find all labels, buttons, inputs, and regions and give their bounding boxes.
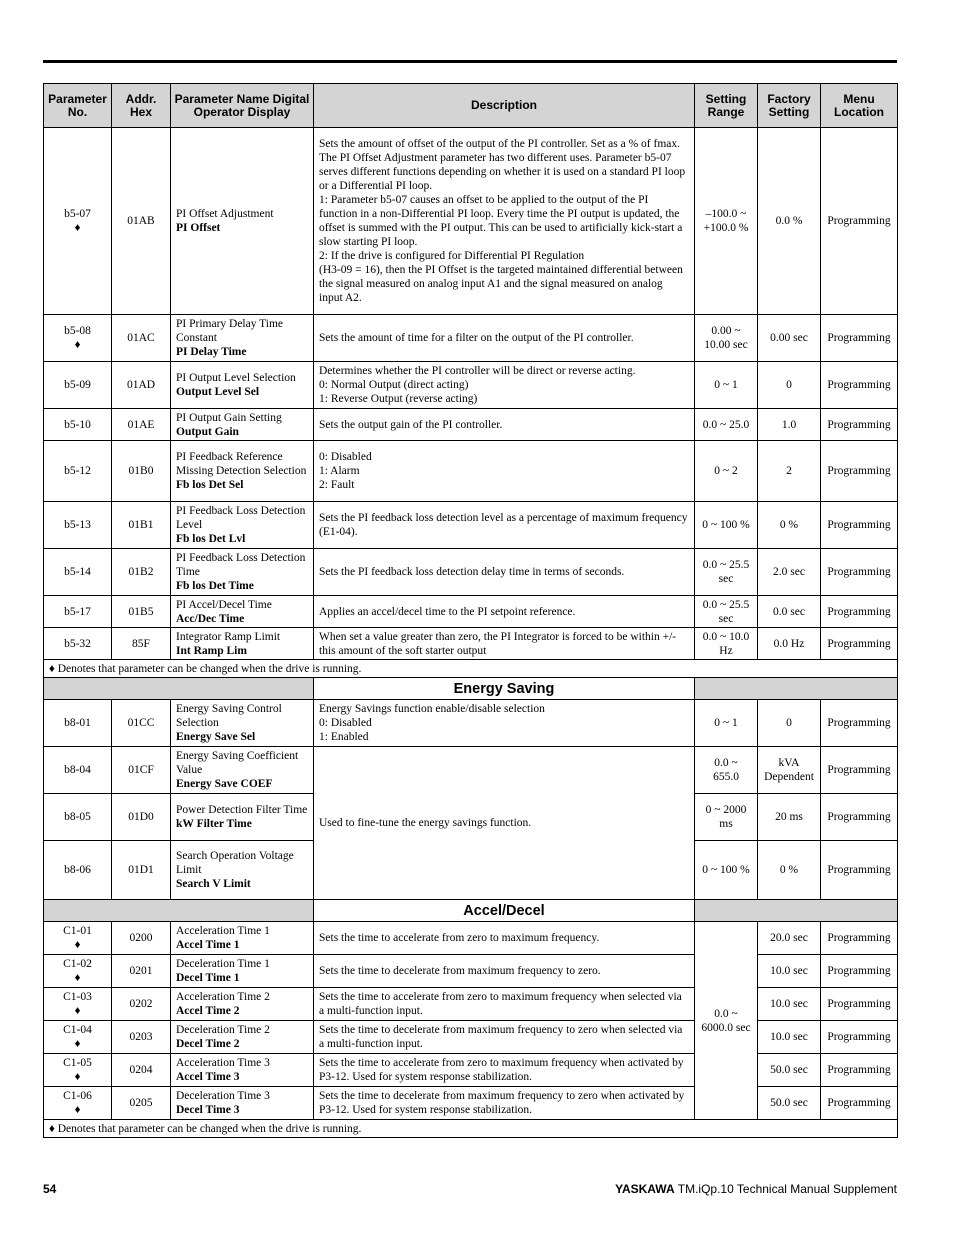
param-name: PI Feedback Reference Missing Detection Selection (176, 451, 307, 477)
display-name: Fb los Det Lvl (176, 533, 246, 545)
addr-cell: 01AC (112, 315, 171, 362)
section-header-row (44, 900, 898, 922)
table-row (44, 549, 898, 596)
factory-cell: 10.0 sec (758, 988, 821, 1021)
factory-cell: 20.0 sec (758, 922, 821, 955)
display-name: Fb los Det Time (176, 580, 254, 592)
display-name: Energy Save Sel (176, 731, 256, 743)
factory-cell: 2 (758, 441, 821, 502)
param-name: Integrator Ramp Limit (176, 630, 281, 643)
param-no-cell: b5-12 (44, 441, 112, 502)
name-cell (171, 1021, 314, 1054)
param-name: Energy Saving Control Selection (176, 703, 282, 729)
factory-cell: 1.0 (758, 409, 821, 441)
header-addr: Addr. Hex (112, 84, 171, 128)
section-shade-right (695, 900, 898, 922)
factory-cell: 2.0 sec (758, 549, 821, 596)
param-name: PI Primary Delay Time Constant (176, 318, 284, 344)
table-row (44, 1054, 898, 1087)
param-no-cell (44, 988, 112, 1021)
menu-cell: Programming (821, 409, 898, 441)
display-name: Output Gain (176, 425, 239, 438)
description-line: Sets the output gain of the PI controller. (319, 418, 503, 431)
top-rule (43, 60, 897, 63)
addr-cell: 01D1 (112, 841, 171, 900)
description-cell (314, 362, 695, 409)
description-cell (314, 441, 695, 502)
range-cell: 0 ~ 2000 ms (695, 794, 758, 841)
param-name: Deceleration Time 1 (176, 958, 270, 970)
factory-cell: 0.0 % (758, 128, 821, 315)
param-no-cell: b8-04 (44, 747, 112, 794)
menu-cell: Programming (821, 315, 898, 362)
addr-cell: 0200 (112, 922, 171, 955)
description-line: Sets the amount of time for a filter on the output of the PI controller. (319, 332, 634, 344)
note-row (44, 660, 898, 678)
description-cell: Sets the time to decelerate from maximum frequency to zero. (314, 955, 695, 988)
header-menu: Menu Location (821, 84, 898, 128)
footer-manual-title (615, 1182, 897, 1196)
run-indicator-icon: ♦ (74, 1038, 81, 1050)
run-indicator-icon: ♦ (74, 1104, 81, 1116)
range-cell: 0 ~ 1 (695, 362, 758, 409)
header-factory: Factory Setting (758, 84, 821, 128)
description-line: 0: Normal Output (direct acting) (319, 379, 469, 391)
page-number: 54 (43, 1182, 57, 1196)
description-cell (314, 409, 695, 441)
table-row (44, 700, 898, 747)
menu-cell: Programming (821, 441, 898, 502)
menu-cell: Programming (821, 128, 898, 315)
display-name: Energy Save COEF (176, 778, 273, 790)
description-line: 1: Parameter b5-07 causes an offset to be applied to the output of the PI function in a non-Differential PI loop. Every time the PI output is updated, the offset is summed with the PI output. This can be used to artificially kick-start a slow starting PI loop. (319, 194, 683, 248)
range-cell: 0.0 ~ 655.0 (695, 747, 758, 794)
param-name: Deceleration Time 3 (176, 1090, 270, 1102)
factory-cell: 0 (758, 700, 821, 747)
description-line: When set a value greater than zero, the PI Integrator is forced to be within +/- this amount of the soft starter output (319, 630, 677, 657)
description-line: 1: Enabled (319, 731, 369, 743)
name-cell (171, 628, 314, 660)
addr-cell: 01AB (112, 128, 171, 315)
param-name: Deceleration Time 2 (176, 1024, 270, 1036)
name-cell (171, 502, 314, 549)
factory-cell: 0.0 sec (758, 596, 821, 628)
display-name: Accel Time 1 (176, 939, 240, 951)
description-cell (314, 596, 695, 628)
table-row (44, 922, 898, 955)
range-cell: 0.00 ~ 10.00 sec (695, 315, 758, 362)
range-cell: 0.0 ~ 25.5 sec (695, 596, 758, 628)
menu-cell: Programming (821, 700, 898, 747)
name-cell (171, 441, 314, 502)
description-cell: Sets the time to accelerate from zero to maximum frequency when selected via a multi-function input. (314, 988, 695, 1021)
parameter-table (43, 83, 898, 1138)
running-change-note: ♦ Denotes that parameter can be changed when the drive is running. (44, 660, 898, 678)
factory-cell: 0.0 Hz (758, 628, 821, 660)
run-indicator-icon: ♦ (74, 222, 81, 234)
range-cell: 0.0 ~ 25.0 (695, 409, 758, 441)
description-cell (314, 502, 695, 549)
description-line: Sets the PI feedback loss detection delay time in terms of seconds. (319, 566, 625, 578)
display-name: Decel Time 3 (176, 1104, 240, 1116)
addr-cell: 85F (112, 628, 171, 660)
factory-cell: 50.0 sec (758, 1087, 821, 1120)
name-cell (171, 841, 314, 900)
param-no: C1-01 (63, 925, 92, 937)
param-no-cell: b8-05 (44, 794, 112, 841)
factory-cell: 10.0 sec (758, 1021, 821, 1054)
table-row (44, 128, 898, 315)
menu-cell: Programming (821, 1087, 898, 1120)
menu-cell: Programming (821, 362, 898, 409)
addr-cell: 01CC (112, 700, 171, 747)
param-no: b5-07 (64, 208, 91, 220)
param-no: C1-03 (63, 991, 92, 1003)
param-name: Acceleration Time 2 (176, 991, 270, 1003)
param-no-cell: b5-14 (44, 549, 112, 596)
table-row (44, 409, 898, 441)
section-header-row (44, 678, 898, 700)
param-name: PI Accel/Decel Time (176, 598, 272, 611)
description-line: 0: Disabled (319, 717, 372, 729)
table-row (44, 362, 898, 409)
param-name: PI Feedback Loss Detection Time (176, 552, 306, 578)
param-name: PI Output Level Selection (176, 372, 296, 384)
section-shade-left (44, 900, 314, 922)
range-cell: –100.0 ~ +100.0 % (695, 128, 758, 315)
menu-cell: Programming (821, 955, 898, 988)
description-line: 2: Fault (319, 479, 355, 491)
description-cell (314, 128, 695, 315)
range-cell: 0 ~ 1 (695, 700, 758, 747)
name-cell (171, 955, 314, 988)
param-no: C1-02 (63, 958, 92, 970)
table-row (44, 988, 898, 1021)
param-no-cell: b5-09 (44, 362, 112, 409)
description-line: (H3-09 = 16), then the PI Offset is the targeted maintained differential between the signal measured on analog input A1 and the signal measured on analog input A2. (319, 264, 683, 304)
table-row (44, 747, 898, 794)
param-name: Power Detection Filter Time (176, 804, 308, 816)
shared-range-cell: 0.0 ~ 6000.0 sec (695, 922, 758, 1120)
param-name: PI Offset Adjustment (176, 208, 274, 220)
description-line: The PI Offset Adjustment parameter has two different uses. Parameter b5-07 serves different functions depending on whether it is used on a standard PI loop or a Differential PI loop. (319, 152, 686, 192)
name-cell (171, 1054, 314, 1087)
addr-cell: 01B0 (112, 441, 171, 502)
run-indicator-icon: ♦ (74, 1071, 81, 1083)
table-row (44, 955, 898, 988)
brand-name: YASKAWA (615, 1182, 675, 1196)
display-name: Int Ramp Lim (176, 644, 247, 657)
param-no-cell (44, 1087, 112, 1120)
param-no-cell: b5-10 (44, 409, 112, 441)
header-name: Parameter Name Digital Operator Display (171, 84, 314, 128)
menu-cell: Programming (821, 628, 898, 660)
param-no-cell: b5-17 (44, 596, 112, 628)
table-row (44, 441, 898, 502)
param-name: PI Feedback Loss Detection Level (176, 505, 306, 531)
run-indicator-icon: ♦ (74, 1005, 81, 1017)
display-name: Decel Time 2 (176, 1038, 240, 1050)
description-cell (314, 315, 695, 362)
display-name: Fb los Det Sel (176, 479, 244, 491)
name-cell (171, 747, 314, 794)
param-name: PI Output Gain Setting (176, 411, 282, 424)
factory-cell: 10.0 sec (758, 955, 821, 988)
param-no-cell (44, 128, 112, 315)
param-name: Acceleration Time 3 (176, 1057, 270, 1069)
param-no-cell: b8-06 (44, 841, 112, 900)
param-no-cell (44, 1021, 112, 1054)
display-name: Acc/Dec Time (176, 612, 245, 625)
description-cell (314, 700, 695, 747)
addr-cell: 0203 (112, 1021, 171, 1054)
name-cell (171, 1087, 314, 1120)
factory-cell: 0 % (758, 502, 821, 549)
section-title-energy-saving: Energy Saving (314, 678, 695, 700)
display-name: PI Offset (176, 222, 221, 234)
table-row (44, 502, 898, 549)
run-indicator-icon: ♦ (74, 972, 81, 984)
range-cell: 0 ~ 100 % (695, 841, 758, 900)
description-cell (314, 549, 695, 596)
description-cell: Sets the time to accelerate from zero to maximum frequency. (314, 922, 695, 955)
description-line: Applies an accel/decel time to the PI setpoint reference. (319, 605, 576, 618)
menu-cell: Programming (821, 747, 898, 794)
addr-cell: 0204 (112, 1054, 171, 1087)
display-name: Output Level Sel (176, 386, 260, 398)
description-line: Sets the amount of offset of the output of the PI controller. Set as a % of fmax. (319, 138, 681, 150)
description-line: 1: Alarm (319, 465, 360, 477)
description-cell: Sets the time to decelerate from maximum frequency to zero when activated by P3-12. Used for system response stabilization. (314, 1087, 695, 1120)
addr-cell: 01AD (112, 362, 171, 409)
addr-cell: 0202 (112, 988, 171, 1021)
addr-cell: 01B5 (112, 596, 171, 628)
param-no-cell: b5-13 (44, 502, 112, 549)
name-cell (171, 794, 314, 841)
name-cell (171, 128, 314, 315)
range-cell: 0 ~ 2 (695, 441, 758, 502)
factory-cell: 0 % (758, 841, 821, 900)
menu-cell: Programming (821, 1021, 898, 1054)
table-row (44, 596, 898, 628)
header-param-no: Parameter No. (44, 84, 112, 128)
param-no-cell: b5-32 (44, 628, 112, 660)
menu-cell: Programming (821, 794, 898, 841)
name-cell (171, 988, 314, 1021)
param-no-cell (44, 315, 112, 362)
param-no: C1-06 (63, 1090, 92, 1102)
menu-cell: Programming (821, 549, 898, 596)
param-no: C1-05 (63, 1057, 92, 1069)
menu-cell: Programming (821, 922, 898, 955)
table-row (44, 315, 898, 362)
name-cell (171, 315, 314, 362)
menu-cell: Programming (821, 596, 898, 628)
addr-cell: 0205 (112, 1087, 171, 1120)
name-cell (171, 409, 314, 441)
param-name: Search Operation Voltage Limit (176, 850, 294, 876)
section-shade-left (44, 678, 314, 700)
param-no-cell (44, 955, 112, 988)
table-row (44, 1087, 898, 1120)
section-shade-right (695, 678, 898, 700)
header-range: Setting Range (695, 84, 758, 128)
manual-name: TM.iQp.10 Technical Manual Supplement (677, 1182, 897, 1196)
description-cell: Sets the time to accelerate from zero to maximum frequency when activated by P3-12. Used for system response stabilization. (314, 1054, 695, 1087)
addr-cell: 01CF (112, 747, 171, 794)
description-line: Energy Savings function enable/disable selection (319, 703, 545, 715)
run-indicator-icon: ♦ (74, 939, 81, 951)
table-row (44, 1021, 898, 1054)
range-cell: 0.0 ~ 25.5 sec (695, 549, 758, 596)
addr-cell: 01AE (112, 409, 171, 441)
param-no: b5-08 (64, 325, 91, 337)
param-name: Acceleration Time 1 (176, 925, 270, 937)
table-header-row (44, 84, 898, 128)
menu-cell: Programming (821, 988, 898, 1021)
display-name: Accel Time 3 (176, 1071, 240, 1083)
param-no-cell (44, 1054, 112, 1087)
name-cell (171, 362, 314, 409)
display-name: Decel Time 1 (176, 972, 240, 984)
name-cell (171, 596, 314, 628)
factory-cell: 0.00 sec (758, 315, 821, 362)
param-no-cell: b8-01 (44, 700, 112, 747)
header-description: Description (314, 84, 695, 128)
description-cell: Sets the time to decelerate from maximum frequency to zero when selected via a multi-function input. (314, 1021, 695, 1054)
factory-cell: 50.0 sec (758, 1054, 821, 1087)
addr-cell: 01B2 (112, 549, 171, 596)
description-cell (314, 628, 695, 660)
running-change-note: ♦ Denotes that parameter can be changed when the drive is running. (44, 1120, 898, 1138)
menu-cell: Programming (821, 1054, 898, 1087)
display-name: kW Filter Time (176, 818, 252, 830)
factory-cell: kVA Dependent (758, 747, 821, 794)
factory-cell: 0 (758, 362, 821, 409)
display-name: Search V Limit (176, 878, 251, 890)
table-row (44, 628, 898, 660)
name-cell (171, 549, 314, 596)
addr-cell: 0201 (112, 955, 171, 988)
menu-cell: Programming (821, 841, 898, 900)
display-name: Accel Time 2 (176, 1005, 240, 1017)
name-cell (171, 700, 314, 747)
name-cell (171, 922, 314, 955)
display-name: PI Delay Time (176, 346, 247, 358)
range-cell: 0.0 ~ 10.0 Hz (695, 628, 758, 660)
section-title-accel-decel: Accel/Decel (314, 900, 695, 922)
description-line: 0: Disabled (319, 451, 372, 463)
param-no-cell (44, 922, 112, 955)
menu-cell: Programming (821, 502, 898, 549)
addr-cell: 01D0 (112, 794, 171, 841)
description-line: 1: Reverse Output (reverse acting) (319, 393, 478, 405)
description-line: Sets the PI feedback loss detection level as a percentage of maximum frequency (E1-04). (319, 512, 688, 538)
run-indicator-icon: ♦ (74, 339, 81, 351)
addr-cell: 01B1 (112, 502, 171, 549)
range-cell: 0 ~ 100 % (695, 502, 758, 549)
factory-cell: 20 ms (758, 794, 821, 841)
param-no: C1-04 (63, 1024, 92, 1036)
note-row (44, 1120, 898, 1138)
description-line: 2: If the drive is configured for Differential PI Regulation (319, 250, 585, 262)
shared-description-cell: Used to fine-tune the energy savings function. (314, 747, 695, 900)
description-line: Determines whether the PI controller will be direct or reverse acting. (319, 365, 636, 377)
param-name: Energy Saving Coefficient Value (176, 750, 299, 776)
